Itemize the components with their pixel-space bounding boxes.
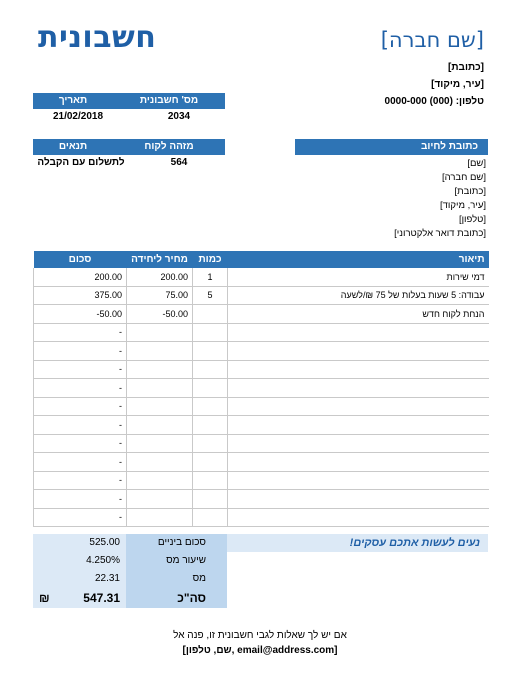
invoice-number-value: 2034	[167, 111, 191, 122]
amount-cell: -	[34, 416, 127, 435]
terms-value: לתשלום עם הקבלה	[37, 157, 125, 168]
bill-to-line: [שם]	[467, 158, 486, 169]
qty-cell: 5	[193, 286, 228, 305]
amount-cell: -	[34, 323, 127, 342]
unit-price-cell	[127, 397, 193, 416]
qty-cell	[193, 508, 228, 527]
table-row	[34, 416, 489, 435]
table-row	[34, 323, 489, 342]
qty-cell	[193, 471, 228, 490]
bill-to-header	[295, 139, 488, 155]
table-row	[34, 453, 489, 472]
bill-to-line: [טלפון]	[458, 214, 486, 225]
tax-rate-row	[33, 552, 488, 570]
unit-price-cell	[127, 508, 193, 527]
qty-cell	[193, 379, 228, 398]
qty-cell	[193, 360, 228, 379]
terms-label: תנאים	[58, 141, 88, 152]
unit-price-cell	[127, 379, 193, 398]
date-label: תאריך	[58, 95, 88, 106]
company-address: [כתובת]	[448, 62, 484, 73]
description-cell	[228, 342, 489, 361]
amount-cell: -	[34, 434, 127, 453]
unit-price-cell	[127, 453, 193, 472]
bill-to-line: [עיר, מיקוד]	[440, 200, 486, 211]
subtotal-label: סכום ביניים	[157, 537, 206, 548]
description-cell: דמי שירות	[228, 268, 489, 286]
amount-cell: -50.00	[34, 305, 127, 324]
amount-cell: 375.00	[34, 286, 127, 305]
total-row	[33, 588, 488, 608]
description-cell: הנחת לקוח חדש	[228, 305, 489, 324]
company-city-zip: [עיר, מיקוד]	[431, 79, 484, 90]
thanks-message: נעים לעשות אתכם עסקים!	[349, 537, 480, 549]
qty-cell	[193, 453, 228, 472]
unit-price-cell	[127, 471, 193, 490]
tax-value: 22.31	[94, 573, 120, 584]
description-header: תיאור	[228, 251, 489, 268]
description-cell: עבודה: 5 שעות בעלות של 75 ₪/לשעה	[228, 286, 489, 305]
bill-to-line: [שם חברה]	[441, 172, 486, 183]
bill-to-label: כתובת לחיוב	[420, 141, 478, 152]
table-row	[34, 397, 489, 416]
bill-to-lines	[286, 157, 486, 241]
totals-section	[33, 534, 488, 608]
customer-id-label: מזהה לקוח	[144, 141, 194, 152]
invoice-info-header	[33, 93, 225, 109]
description-cell	[228, 490, 489, 509]
company-phone: טלפון: (000) 0000-000	[384, 96, 484, 107]
unit-price-cell: 75.00	[127, 286, 193, 305]
unit-price-cell: 200.00	[127, 268, 193, 286]
table-row	[34, 342, 489, 361]
description-cell	[228, 416, 489, 435]
amount-cell: -	[34, 490, 127, 509]
amount-header: סכום	[34, 251, 127, 268]
table-row	[34, 490, 489, 509]
unit-price-cell: -50.00	[127, 305, 193, 324]
invoice-number-label: מס' חשבונית	[139, 95, 199, 106]
qty-cell	[193, 490, 228, 509]
customer-info-values	[33, 157, 225, 173]
description-cell	[228, 323, 489, 342]
qty-cell	[193, 342, 228, 361]
table-row	[34, 360, 489, 379]
customer-id-value: 564	[170, 157, 188, 168]
qty-cell: 1	[193, 268, 228, 286]
unit-price-cell	[127, 342, 193, 361]
amount-cell: -	[34, 508, 127, 527]
total-value: 547.31	[83, 591, 120, 605]
subtotal-row	[33, 534, 488, 552]
table-row	[34, 268, 489, 286]
description-cell	[228, 453, 489, 472]
footer-contact-details: [שם, טלפון, email@address.com]	[182, 645, 338, 656]
amount-cell: -	[34, 397, 127, 416]
table-row	[34, 471, 489, 490]
customer-info-header	[33, 139, 225, 155]
subtotal-value: 525.00	[89, 537, 120, 548]
unit-price-cell	[127, 490, 193, 509]
tax-rate-label: שיעור מס	[166, 555, 206, 566]
currency-symbol: ₪	[39, 591, 50, 605]
description-cell	[228, 360, 489, 379]
unit-price-cell	[127, 360, 193, 379]
qty-cell	[193, 323, 228, 342]
amount-cell: -	[34, 379, 127, 398]
unit-price-cell	[127, 434, 193, 453]
items-table	[33, 251, 489, 527]
qty-cell	[193, 416, 228, 435]
date-value: 21/02/2018	[52, 111, 104, 122]
description-cell	[228, 434, 489, 453]
table-row	[34, 434, 489, 453]
description-cell	[228, 379, 489, 398]
tax-row	[33, 570, 488, 588]
table-row	[34, 305, 489, 324]
table-row	[34, 379, 489, 398]
invoice-title: חשבונית	[38, 20, 157, 55]
total-label: סה"כ	[177, 591, 206, 605]
bill-to-line: [כתובת]	[454, 186, 486, 197]
qty-cell	[193, 434, 228, 453]
amount-cell: -	[34, 471, 127, 490]
unit-price-cell	[127, 323, 193, 342]
description-cell	[228, 397, 489, 416]
unit-price-header: מחיר ליחידה	[127, 251, 193, 268]
tax-rate-value: 4.250%	[86, 555, 120, 566]
unit-price-cell	[127, 416, 193, 435]
amount-cell: -	[34, 453, 127, 472]
invoice-info-values	[33, 111, 225, 127]
qty-header: כמות	[193, 251, 228, 268]
bill-to-line: [כתובת דואר אלקטרוני]	[394, 228, 486, 239]
table-row	[34, 286, 489, 305]
footer-contact-note: אם יש לך שאלות לגבי חשבונית זו, פנה אל	[173, 630, 347, 641]
amount-cell: -	[34, 342, 127, 361]
tax-label: מס	[192, 573, 206, 584]
items-header-row	[34, 251, 489, 268]
description-cell	[228, 508, 489, 527]
amount-cell: 200.00	[34, 268, 127, 286]
table-row	[34, 508, 489, 527]
company-name: [שם חברה]	[380, 28, 484, 52]
qty-cell	[193, 397, 228, 416]
amount-cell: -	[34, 360, 127, 379]
qty-cell	[193, 305, 228, 324]
description-cell	[228, 471, 489, 490]
